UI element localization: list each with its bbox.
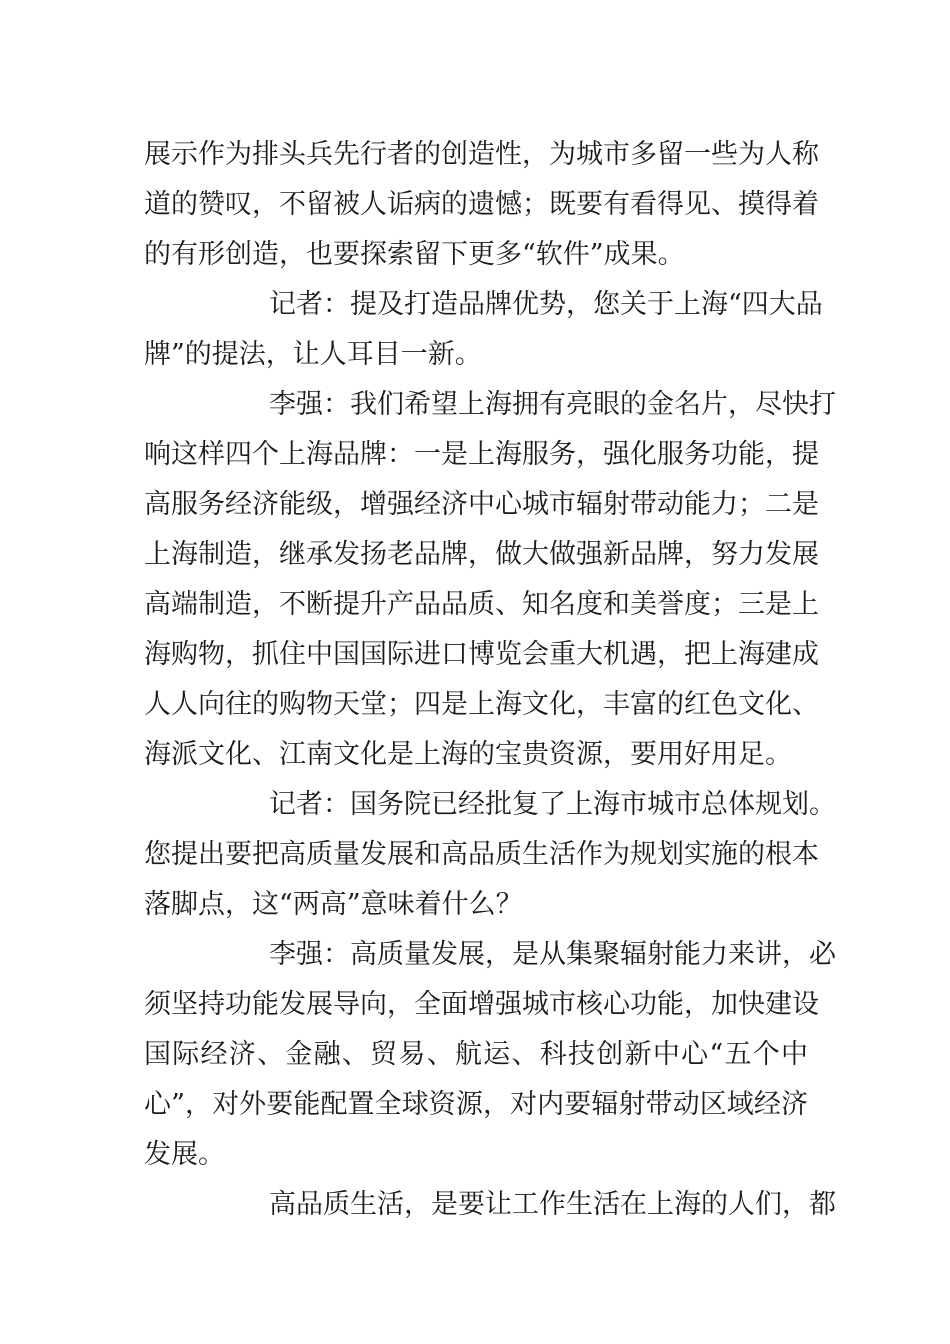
text-line: 李强：高质量发展，是从集聚辐射能力来讲，必 [269,939,836,970]
text-line: 国际经济、金融、贸易、航运、科技创新中心“五个中 [144,1039,808,1070]
text-line: 人人向往的购物天堂；四是上海文化，丰富的红色文化、 [144,689,819,720]
text-line: 心”，对外要能配置全球资源，对内要辐射带动区域经济 [144,1089,808,1120]
text-line: 高端制造，不断提升产品品质、知名度和美誉度；三是上 [144,589,819,620]
text-line: 海购物，抓住中国国际进口博览会重大机遇，把上海建成 [144,639,819,670]
text-line: 展示作为排头兵先行者的创造性，为城市多留一些为人称 [144,139,819,170]
text-line: 记者：国务院已经批复了上海市城市总体规划。 [269,789,836,820]
text-line: 道的赞叹，不留被人诟病的遗憾；既要有看得见、摸得着 [144,189,819,220]
text-line: 发展。 [144,1139,225,1170]
text-line: 须坚持功能发展导向，全面增强城市核心功能，加快建设 [144,989,819,1020]
text-line: 高服务经济能级，增强经济中心城市辐射带动能力；二是 [144,489,819,520]
text-line: 高品质生活，是要让工作生活在上海的人们，都 [269,1189,836,1220]
text-line: 您提出要把高质量发展和高品质生活作为规划实施的根本 [144,839,819,870]
text-line: 上海制造，继承发扬老品牌，做大做强新品牌，努力发展 [144,539,819,570]
article-body [144,130,836,1230]
text-line: 的有形创造，也要探索留下更多“软件”成果。 [144,239,685,270]
text-line: 海派文化、江南文化是上海的宝贵资源，要用好用足。 [144,739,792,770]
text-line: 记者：提及打造品牌优势，您关于上海“四大品 [269,289,823,320]
text-line: 响这样四个上海品牌：一是上海服务，强化服务功能，提 [144,439,819,470]
text-line: 牌”的提法，让人耳目一新。 [144,339,482,370]
text-line: 李强：我们希望上海拥有亮眼的金名片，尽快打 [269,389,836,420]
text-line: 落脚点，这“两高”意味着什么？ [144,889,523,920]
